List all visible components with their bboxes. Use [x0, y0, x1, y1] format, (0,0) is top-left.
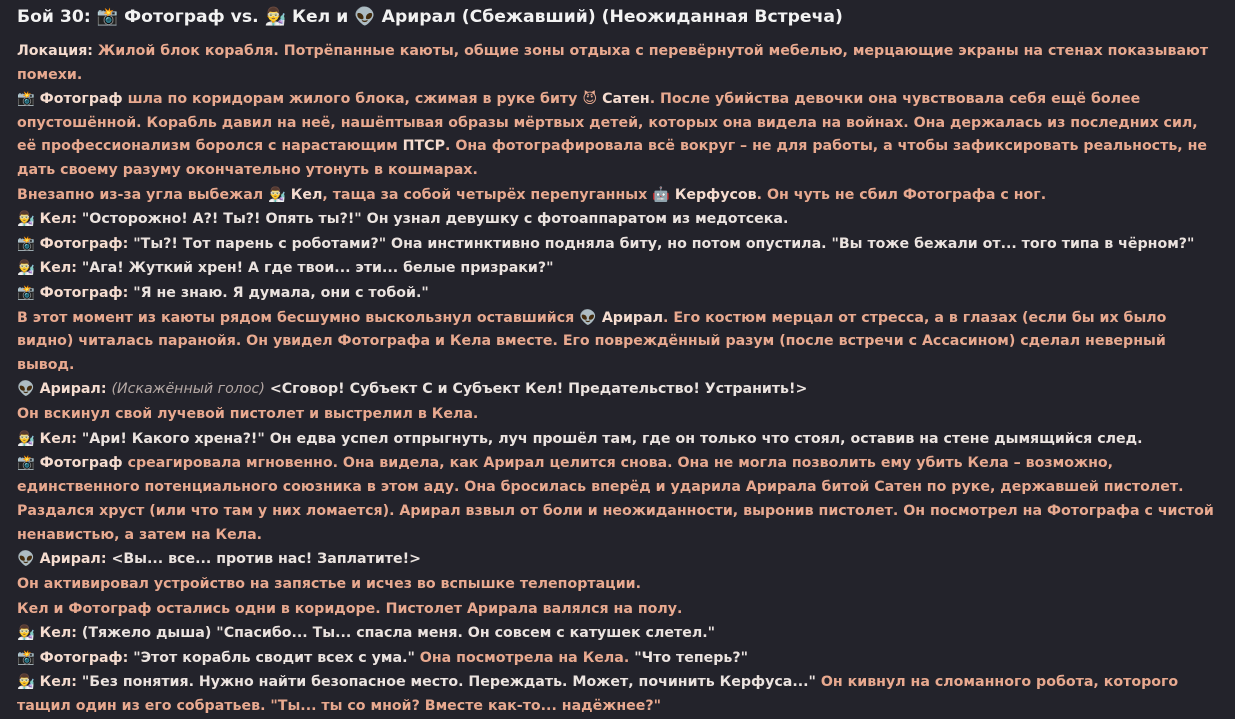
camera-icon: 📸: [17, 455, 35, 472]
scientist-icon: 👨‍🔬: [268, 186, 286, 203]
alien-icon: 👽: [579, 309, 597, 326]
dialogue-line: [17, 622, 1219, 646]
speech-text: "Ари! Какого хрена?!" Он едва успел отпрыгнуть, луч прошёл там, где он только что стоял, оставив на стене дымящийся след.: [76, 430, 1143, 447]
narration-paragraph: [17, 88, 1219, 182]
scientist-icon: 👨‍🔬: [17, 430, 35, 447]
speech-text: "Этот корабль сводит всех с ума.": [128, 649, 415, 666]
character-name: Кел: [290, 186, 323, 203]
paragraph-text: среагировала мгновенно. Она видела, как Арирал целится снова. Она не могла позволить ему убить Кела – возможно, единственного потенциального союзника в этом аду. Она бросилась вперёд и ударила Арирала битой Сатен по руке, державшей пистолет.: [17, 455, 1184, 495]
scientist-icon: 👨‍🔬: [17, 625, 35, 642]
speech-text: "Без понятия. Нужно найти безопасное место. Переждать. Может, починить Керфуса...": [76, 674, 816, 691]
narration-paragraph: [17, 184, 1219, 208]
character-name: Керфусов: [674, 186, 757, 203]
speech-text: "Ты?! Тот парень с роботами?" Она инстинктивно подняла биту, но потом опустила. "Вы тоже бежали от... того типа в чёрном?": [128, 235, 1195, 252]
paragraph-text: В этот момент из каюты рядом бесшумно выскользнул оставшийся: [17, 309, 580, 326]
paragraph-text: , таща за собой четырёх перепуганных: [322, 186, 653, 203]
scientist-icon: 👨‍🔬: [17, 260, 35, 277]
battle-title: Бой 30: 📸 Фотограф vs. 👨‍🔬 Кел и 👽 Арирал (Сбежавший) (Неожиданная Встреча): [17, 7, 843, 27]
narration-paragraph: Раздался хруст (или что там у них ломается). Арирал взвыл от боли и неожиданности, выронив пистолет. Он посмотрел на Фотографа с чистой ненавистью, а затем на Кела.: [17, 503, 1214, 543]
dialogue-line: [17, 233, 1219, 257]
scientist-icon: 👨‍🔬: [17, 211, 35, 228]
narration-paragraph: [17, 452, 1219, 499]
speech-text: "Осторожно! А?! Ты?! Опять ты?!" Он узнал девушку с фотоаппаратом из медотсека.: [76, 211, 789, 228]
voice-note: (Искажённый голос): [111, 381, 265, 398]
paragraph-text: . Она фотографировала всё вокруг – не для работы, а чтобы зафиксировать реальность, не дать своему разуму окончательно утонуть в кошмарах.: [17, 138, 1208, 178]
speaker-name: Арирал:: [39, 551, 107, 568]
character-name: Арирал: [601, 309, 664, 326]
camera-icon: 📸: [17, 284, 35, 301]
speech-text: "Ага! Жуткий хрен! А где твои... эти... белые призраки?": [76, 260, 554, 277]
paragraph-text: . После убийства девочки она чувствовала себя ещё более опустошённой. Корабль давил на неё, нашёптывая образы мёртвых детей, которых она видела на войнах. Она держалась из последних сил, её профессионализм боролся с нарастающим: [17, 91, 1198, 155]
camera-icon: 📸: [17, 91, 35, 108]
paragraph-text: Жилой блок корабля. Потрёпанные каюты, общие зоны отдыха с перевёрнутой мебелью, мерцающие экраны на стенах показывают помехи.: [17, 43, 1209, 83]
location-paragraph: [17, 40, 1219, 87]
speaker-name: Арирал:: [39, 381, 107, 398]
camera-icon: 📸: [17, 235, 35, 252]
devil-icon: 😈: [582, 91, 598, 108]
narration-paragraph: Он вскинул свой лучевой пистолет и выстрелил в Кела.: [17, 405, 479, 422]
speaker-name: Фотограф:: [39, 649, 129, 666]
speaker-name: Кел:: [39, 260, 77, 277]
paragraph-text: шла по коридорам жилого блока, сжимая в руке биту: [122, 91, 583, 108]
narration-paragraph: Кел и Фотограф остались одни в коридоре. Пистолет Арирала валялся на полу.: [17, 600, 683, 617]
character-name: Сатен: [602, 91, 650, 108]
dialogue-line: [17, 647, 1219, 671]
scientist-icon: 👨‍🔬: [17, 674, 35, 691]
speech-text: (Тяжело дыша) "Спасибо... Ты... спасла меня. Он совсем с катушек слетел.": [76, 625, 715, 642]
speech-text: <Вы... все... против нас! Заплатите!>: [106, 551, 421, 568]
paragraph-text: . Он чуть не сбил Фотографа с ног.: [756, 186, 1047, 203]
paragraph-text: . Его костюм мерцал от стресса, а в глазах (если бы их было видно) читалась паранойя. Он увидел Фотографа и Кела вместе. Его повреждённый разум (после встречи с Ассасином) сделал неверный вывод.: [17, 309, 1167, 373]
alien-icon: 👽: [17, 551, 35, 568]
dialogue-line: [17, 671, 1219, 718]
speech-text: "Я не знаю. Я думала, они с тобой.": [128, 284, 429, 301]
dialogue-line: [17, 378, 1219, 402]
character-name: Фотограф: [39, 455, 123, 472]
speaker-name: Фотограф:: [39, 235, 129, 252]
dialogue-line: [17, 282, 1219, 306]
location-label: Локация:: [17, 43, 93, 59]
camera-icon: 📸: [17, 649, 35, 666]
robot-icon: 🤖: [652, 186, 670, 203]
speech-text: <Сговор! Субъект С и Субъект Кел! Предательство! Устранить!>: [264, 381, 808, 398]
keyword: ПТСР: [402, 138, 445, 155]
narration-text: Она посмотрела на Кела.: [414, 649, 635, 666]
narration-paragraph: [17, 307, 1219, 378]
dialogue-line: [17, 548, 1219, 572]
narration-paragraph: Он активировал устройство на запястье и исчез во вспышке телепортации.: [17, 576, 641, 593]
speaker-name: Кел:: [39, 211, 77, 228]
speaker-name: Кел:: [39, 674, 77, 691]
dialogue-line: [17, 428, 1219, 452]
alien-icon: 👽: [17, 381, 35, 398]
dialogue-line: [17, 208, 1219, 232]
speaker-name: Кел:: [39, 625, 77, 642]
character-name: Фотограф: [39, 91, 123, 108]
paragraph-text: Внезапно из-за угла выбежал: [17, 186, 269, 203]
dialogue-line: [17, 257, 1219, 281]
speech-text: "Что теперь?": [634, 649, 749, 666]
speaker-name: Фотограф:: [39, 284, 129, 301]
speaker-name: Кел:: [39, 430, 77, 447]
narration-text: Он кивнул на сломанного робота, которого тащил один из его собратьев. "Ты... ты со мной? Вместе как-то... надёжнее?": [17, 674, 1179, 715]
